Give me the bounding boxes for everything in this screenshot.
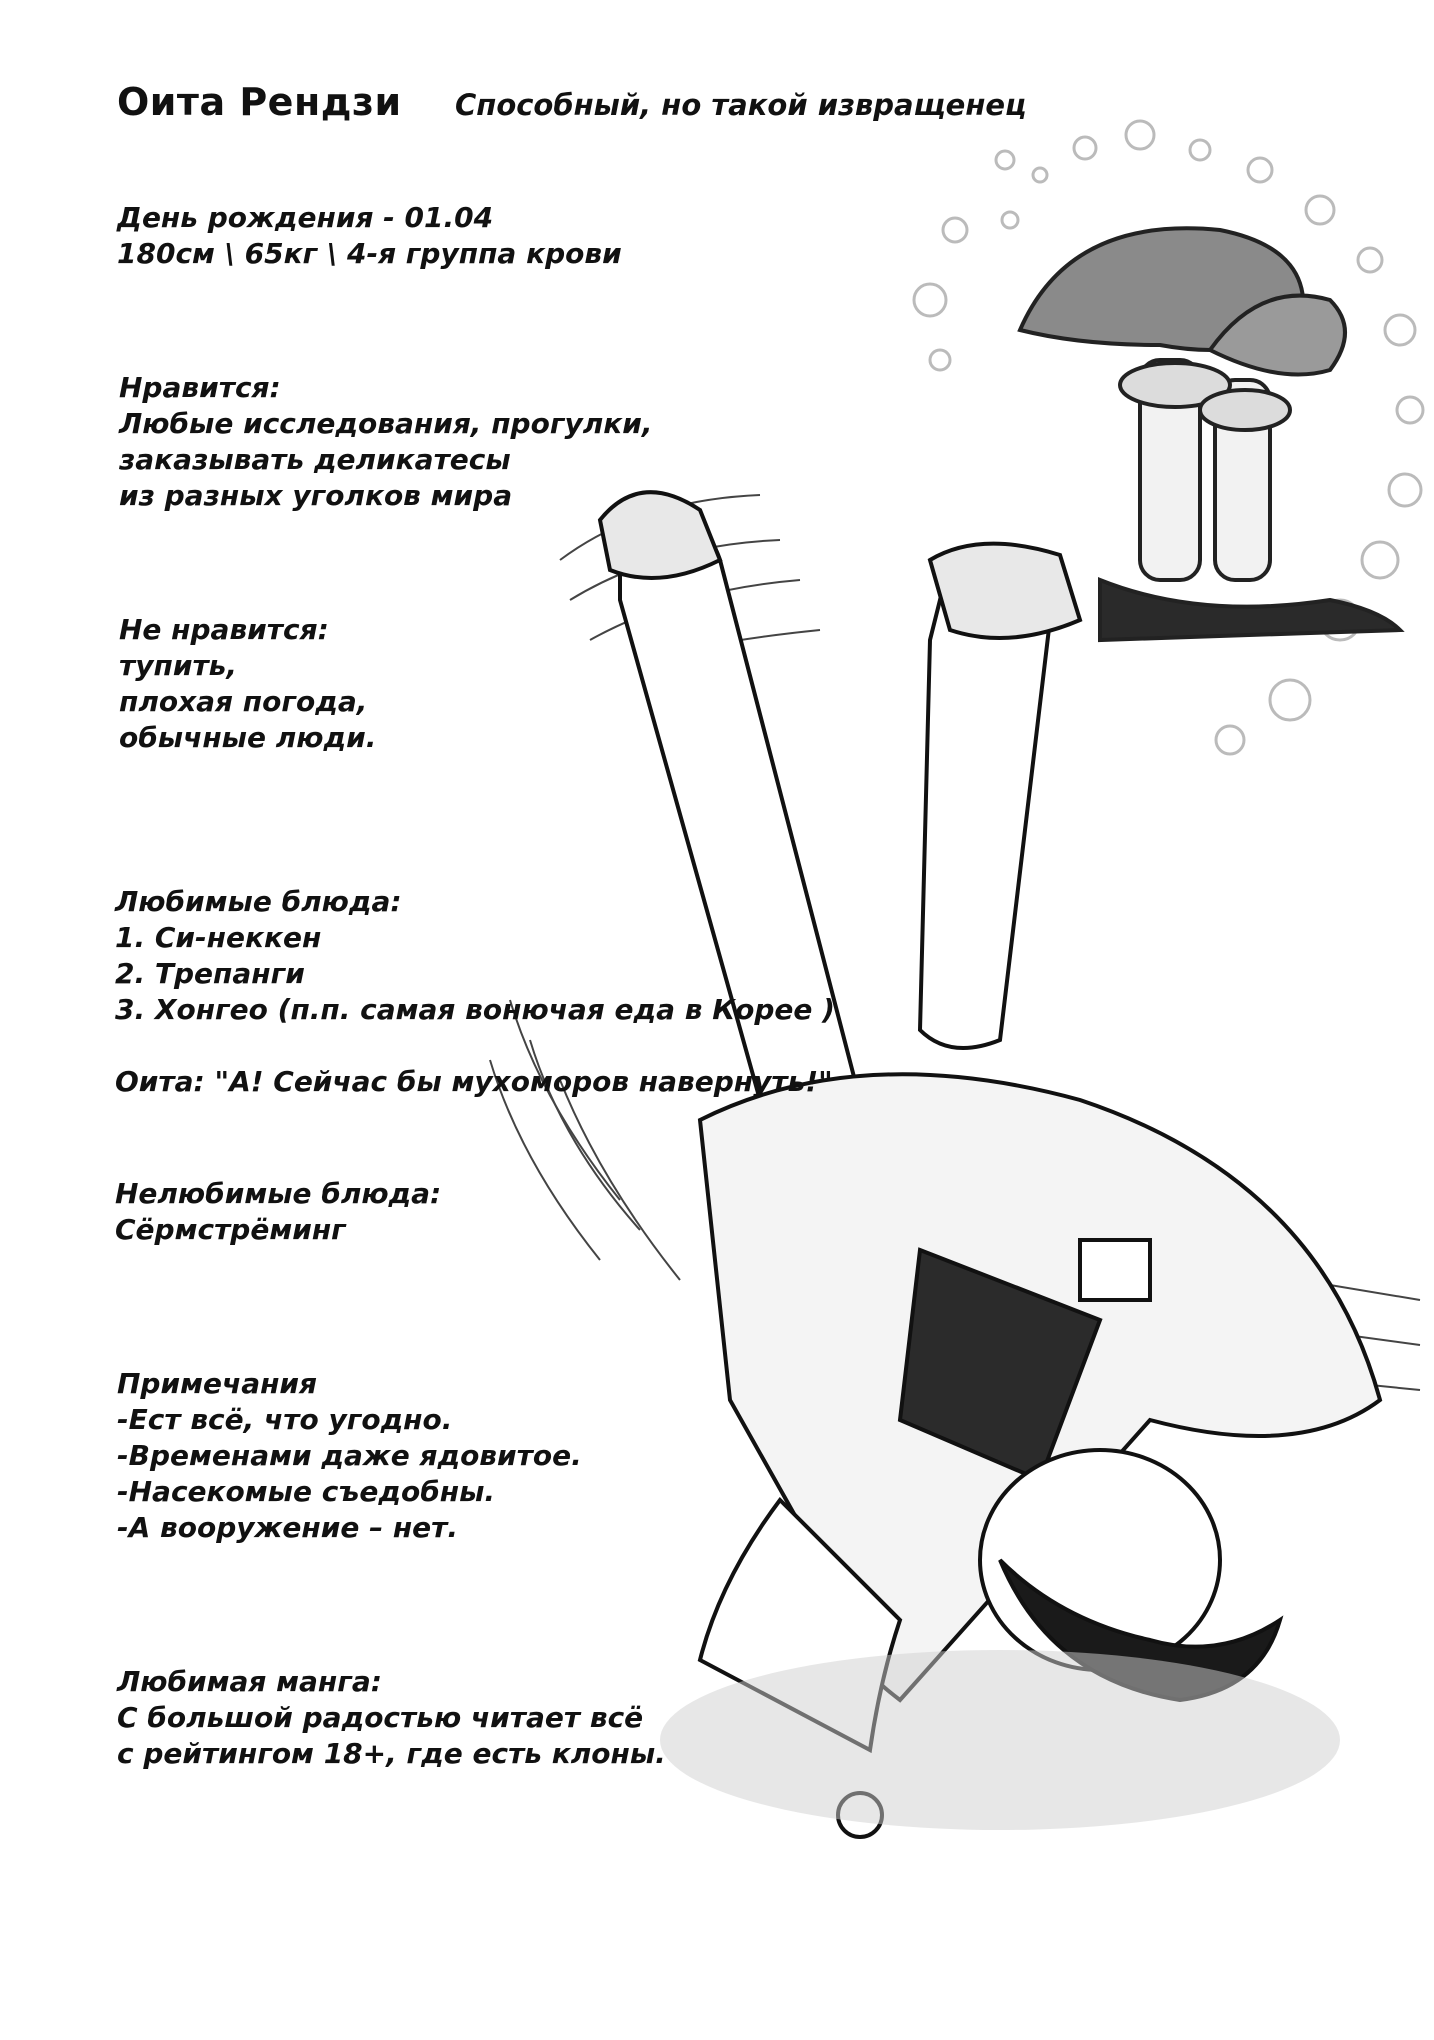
favorite-food-item: 1. Си-неккен (115, 921, 322, 954)
likes-heading: Нравится: (119, 371, 281, 404)
likes-line: из разных уголков мира (119, 479, 513, 512)
notes-line: -А вооружение – нет. (117, 1511, 459, 1544)
favorite-food-item: 2. Трепанги (115, 957, 305, 990)
stats-block (117, 200, 622, 272)
body-stats: 180см \ 65кг \ 4-я группа крови (117, 237, 622, 270)
character-name: Оита Рендзи (117, 80, 402, 124)
falling-character-icon (600, 492, 1380, 1837)
favorite-food-heading: Любимые блюда: (115, 885, 402, 918)
favorite-food-item: 3. Хонгео (п.п. самая вонючая еда в Корее ) (115, 993, 835, 1026)
likes-line: заказывать деликатесы (119, 443, 511, 476)
dislikes-block (119, 612, 376, 756)
disliked-food-heading: Нелюбимые блюда: (115, 1177, 442, 1210)
mushroom-icon (1020, 228, 1400, 640)
dislikes-line: тупить, (119, 649, 238, 682)
favorite-food-block (115, 884, 835, 1028)
disliked-food-block (115, 1176, 441, 1248)
likes-block (119, 370, 652, 514)
likes-line: Любые исследования, прогулки, (119, 407, 653, 440)
dislikes-line: плохая погода, (119, 685, 368, 718)
notes-line: -Насекомые съедобны. (117, 1475, 496, 1508)
quote: Оита: "А! Сейчас бы мухоморов навернуть!" (115, 1065, 833, 1098)
notes-line: -Временами даже ядовитое. (117, 1439, 582, 1472)
notes-line: -Ест всё, что угодно. (117, 1403, 453, 1436)
notes-heading: Примечания (117, 1367, 318, 1400)
shadow-icon (660, 1650, 1340, 1830)
manga-line: С большой радостью читает всё (117, 1701, 644, 1734)
birthday: День рождения - 01.04 (117, 201, 494, 234)
notes-block (117, 1366, 582, 1546)
character-tagline: Способный, но такой извращенец (455, 88, 1027, 122)
manga-block (117, 1664, 666, 1772)
disliked-food-item: Сёрмстрёминг (115, 1213, 346, 1246)
manga-heading: Любимая манга: (117, 1665, 383, 1698)
dislikes-heading: Не нравится: (119, 613, 329, 646)
manga-line: с рейтингом 18+, где есть клоны. (117, 1737, 666, 1770)
dislikes-line: обычные люди. (119, 721, 377, 754)
